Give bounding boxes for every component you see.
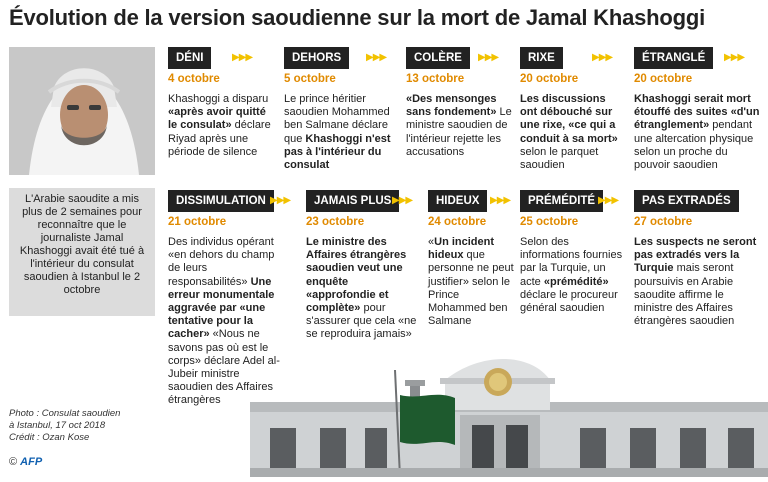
text-pas-extrades: Les suspects ne seront pas extradés vers la Turquie mais seront poursuivis en Arabie saoudite affirme le ministre des Affaires étrangères saoudien <box>634 236 757 328</box>
credit-line-2: à Istanbul, 17 oct 2018 <box>9 420 106 431</box>
date-premedite: 25 octobre <box>520 216 579 228</box>
tag-etrangle: ÉTRANGLÉ <box>634 47 713 69</box>
portrait-illustration <box>9 47 155 175</box>
arrow-icon: ▶▶▶ <box>392 195 413 206</box>
text-dehors: Le prince héritier saoudien Mohammed ben Salmane déclare que Khashoggi n'est pas à l'intérieur du consulat <box>284 93 391 172</box>
tag-hideux: HIDEUX <box>428 190 487 212</box>
tag-colere: COLÈRE <box>406 47 470 69</box>
agency-name: AFP <box>20 456 43 468</box>
credit-line-3: Crédit : Ozan Kose <box>9 432 90 443</box>
arrow-icon: ▶▶▶ <box>490 195 511 206</box>
text-etrangle: Khashoggi serait mort étouffé des suites «d'un étranglement» pendant une altercation physique selon un proche du pouvoir saoudien <box>634 93 760 172</box>
text-hideux: «Un incident hideux que personne ne peut justifier» selon le Prince Mohammed ben Salmane <box>428 236 514 328</box>
date-dissimulation: 21 octobre <box>168 216 227 228</box>
arrow-icon: ▶▶▶ <box>270 195 291 206</box>
date-pas-extrades: 27 octobre <box>634 216 693 228</box>
consulate-illustration <box>250 340 768 477</box>
copyright-symbol: © <box>9 456 18 468</box>
text-rixe: Les discussions ont débouché sur une rixe, «ce qui a conduit à sa mort» selon le parquet saoudien <box>520 93 618 172</box>
date-jamais-plus: 23 octobre <box>306 216 365 228</box>
date-rixe: 20 octobre <box>520 73 579 85</box>
date-dehors: 5 octobre <box>284 73 336 85</box>
arrow-icon: ▶▶▶ <box>232 52 253 63</box>
page-title: Évolution de la version saoudienne sur la mort de Jamal Khashoggi <box>9 5 706 30</box>
date-etrangle: 20 octobre <box>634 73 693 85</box>
date-hideux: 24 octobre <box>428 216 487 228</box>
tag-deni: DÉNI <box>168 47 211 69</box>
tag-dehors: DEHORS <box>284 47 349 69</box>
photo-credit <box>9 408 120 444</box>
text-colere: «Des mensonges sans fondement» Le ministre saoudien de l'intérieur rejette les accusations <box>406 93 512 158</box>
text-deni: Khashoggi a disparu «après avoir quitté le consulat» déclare Riyad après une période de silence <box>168 93 271 158</box>
portrait-photo <box>9 47 155 175</box>
tag-rixe: RIXE <box>520 47 563 69</box>
arrow-icon: ▶▶▶ <box>598 195 619 206</box>
credit-line-1: Photo : Consulat saoudien <box>9 408 121 419</box>
tag-dissimulation: DISSIMULATION <box>168 190 274 212</box>
tag-jamais-plus: JAMAIS PLUS <box>306 190 399 212</box>
text-premedite: Selon des informations fournies par la Turquie, un acte «prémédité» déclare le procureur général saoudien <box>520 236 623 315</box>
date-deni: 4 octobre <box>168 73 220 85</box>
summary-box: L'Arabie saoudite a mis plus de 2 semaines pour reconnaître que le journaliste Jamal Khashoggi avait été tué à l'intérieur du consulat saoudien à Istanbul le 2 octobre <box>9 188 155 316</box>
date-colere: 13 octobre <box>406 73 465 85</box>
tag-premedite: PRÉMÉDITÉ <box>520 190 603 212</box>
consulate-photo <box>250 340 768 477</box>
arrow-icon: ▶▶▶ <box>592 52 613 63</box>
text-jamais-plus: Le ministre des Affaires étrangères saoudien veut une enquête «approfondie et complète» pour s'assurer que cela «ne se reproduira jamais» <box>306 236 417 341</box>
arrow-icon: ▶▶▶ <box>478 52 499 63</box>
text-dissimulation: Des individus opérant «en dehors du champ de leurs responsabilités» Une erreur monumentale aggravée par «une tentative pour la cacher» «Nous ne savons pas où est le corps» déclare Adel al-Jubeir ministre saoudien des Affaires étrangères <box>168 236 280 407</box>
tag-pas-extrades: PAS EXTRADÉS <box>634 190 739 212</box>
agency-logo <box>9 456 42 468</box>
arrow-icon: ▶▶▶ <box>366 52 387 63</box>
arrow-icon: ▶▶▶ <box>724 52 745 63</box>
